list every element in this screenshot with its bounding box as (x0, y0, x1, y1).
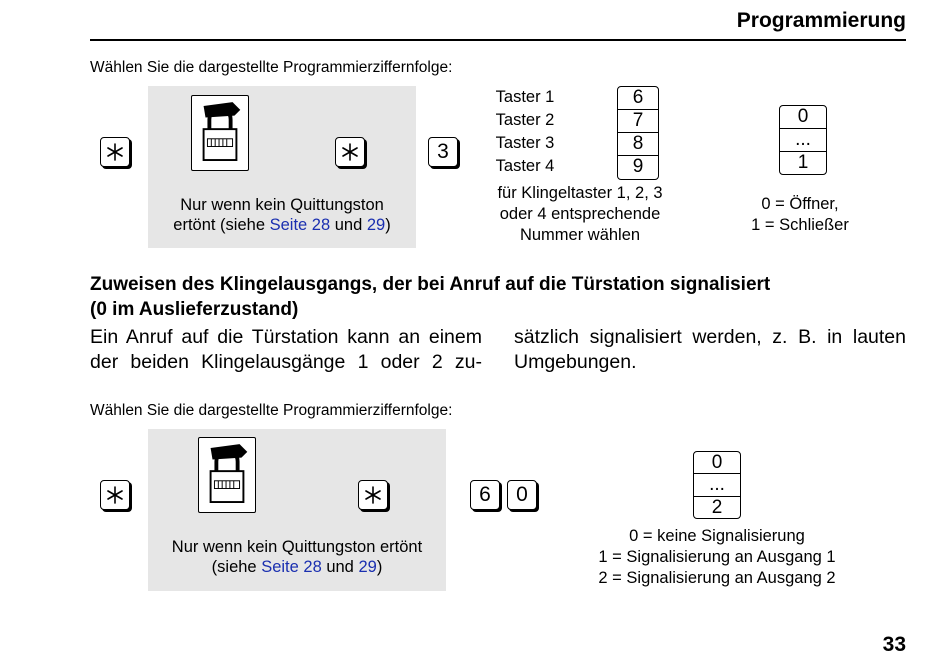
condition-note-2: Nur wenn kein Quittungston ertönt (siehe Seite 28 und 29) (171, 538, 423, 576)
page-link-28[interactable]: Seite 28 (269, 216, 331, 234)
instruction-text-1: Wählen Sie die dargestellte Programmierziffernfolge: (90, 59, 453, 76)
star-key-icon (358, 480, 388, 510)
lock-icon (191, 95, 249, 171)
value-caption-1: 0 = Öffner, 1 = Schließer (751, 195, 849, 234)
body-text-left: Ein Anruf auf die Türstation kann an einem der beiden Klingelausgänge 1 oder 2 zu- (90, 326, 482, 373)
taster-list (470, 86, 580, 178)
taster-label: Taster 4 (495, 157, 555, 175)
star-key-icon (335, 137, 365, 167)
page-link-29[interactable]: 29 (358, 558, 377, 576)
digit-key: 0 (507, 480, 537, 510)
page-link-29[interactable]: 29 (366, 216, 386, 234)
page-link-28[interactable]: Seite 28 (261, 558, 322, 576)
taster-digit-column: 6 7 8 9 (617, 86, 659, 180)
lock-icon (198, 437, 256, 513)
taster-label: Taster 2 (495, 111, 555, 129)
condition-note-1: Nur wenn kein Quittungston ertönt (siehe Seite 28 und 29) (173, 196, 391, 234)
taster-label: Taster 1 (495, 88, 555, 106)
digit-key: 6 (470, 480, 500, 510)
value-digit-column-1: 0 ... 1 (779, 105, 827, 175)
section-heading: Zuweisen des Klingelausgangs, der bei Anruf auf die Türstation signalisiert (0 im Auslieferzustand) (90, 274, 771, 320)
digit-key: 3 (428, 137, 458, 167)
taster-label: Taster 3 (495, 134, 555, 152)
star-key-icon (100, 480, 130, 510)
page-number: 33 (882, 633, 906, 656)
instruction-text-2: Wählen Sie die dargestellte Programmierziffernfolge: (90, 402, 453, 419)
star-key-icon (100, 137, 130, 167)
value-caption-2: 0 = keine Signalisierung 1 = Signalisierung an Ausgang 1 2 = Signalisierung an Ausgang 2 (598, 527, 836, 587)
page-header-title: Programmierung (736, 9, 906, 32)
header-rule (90, 39, 906, 41)
taster-caption: für Klingeltaster 1, 2, 3 oder 4 entsprechende Nummer wählen (497, 184, 663, 244)
value-digit-column-2: 0 ... 2 (693, 451, 741, 519)
body-text-right: sätzlich signalisiert werden, z. B. in lauten Umgebungen. (514, 326, 906, 373)
